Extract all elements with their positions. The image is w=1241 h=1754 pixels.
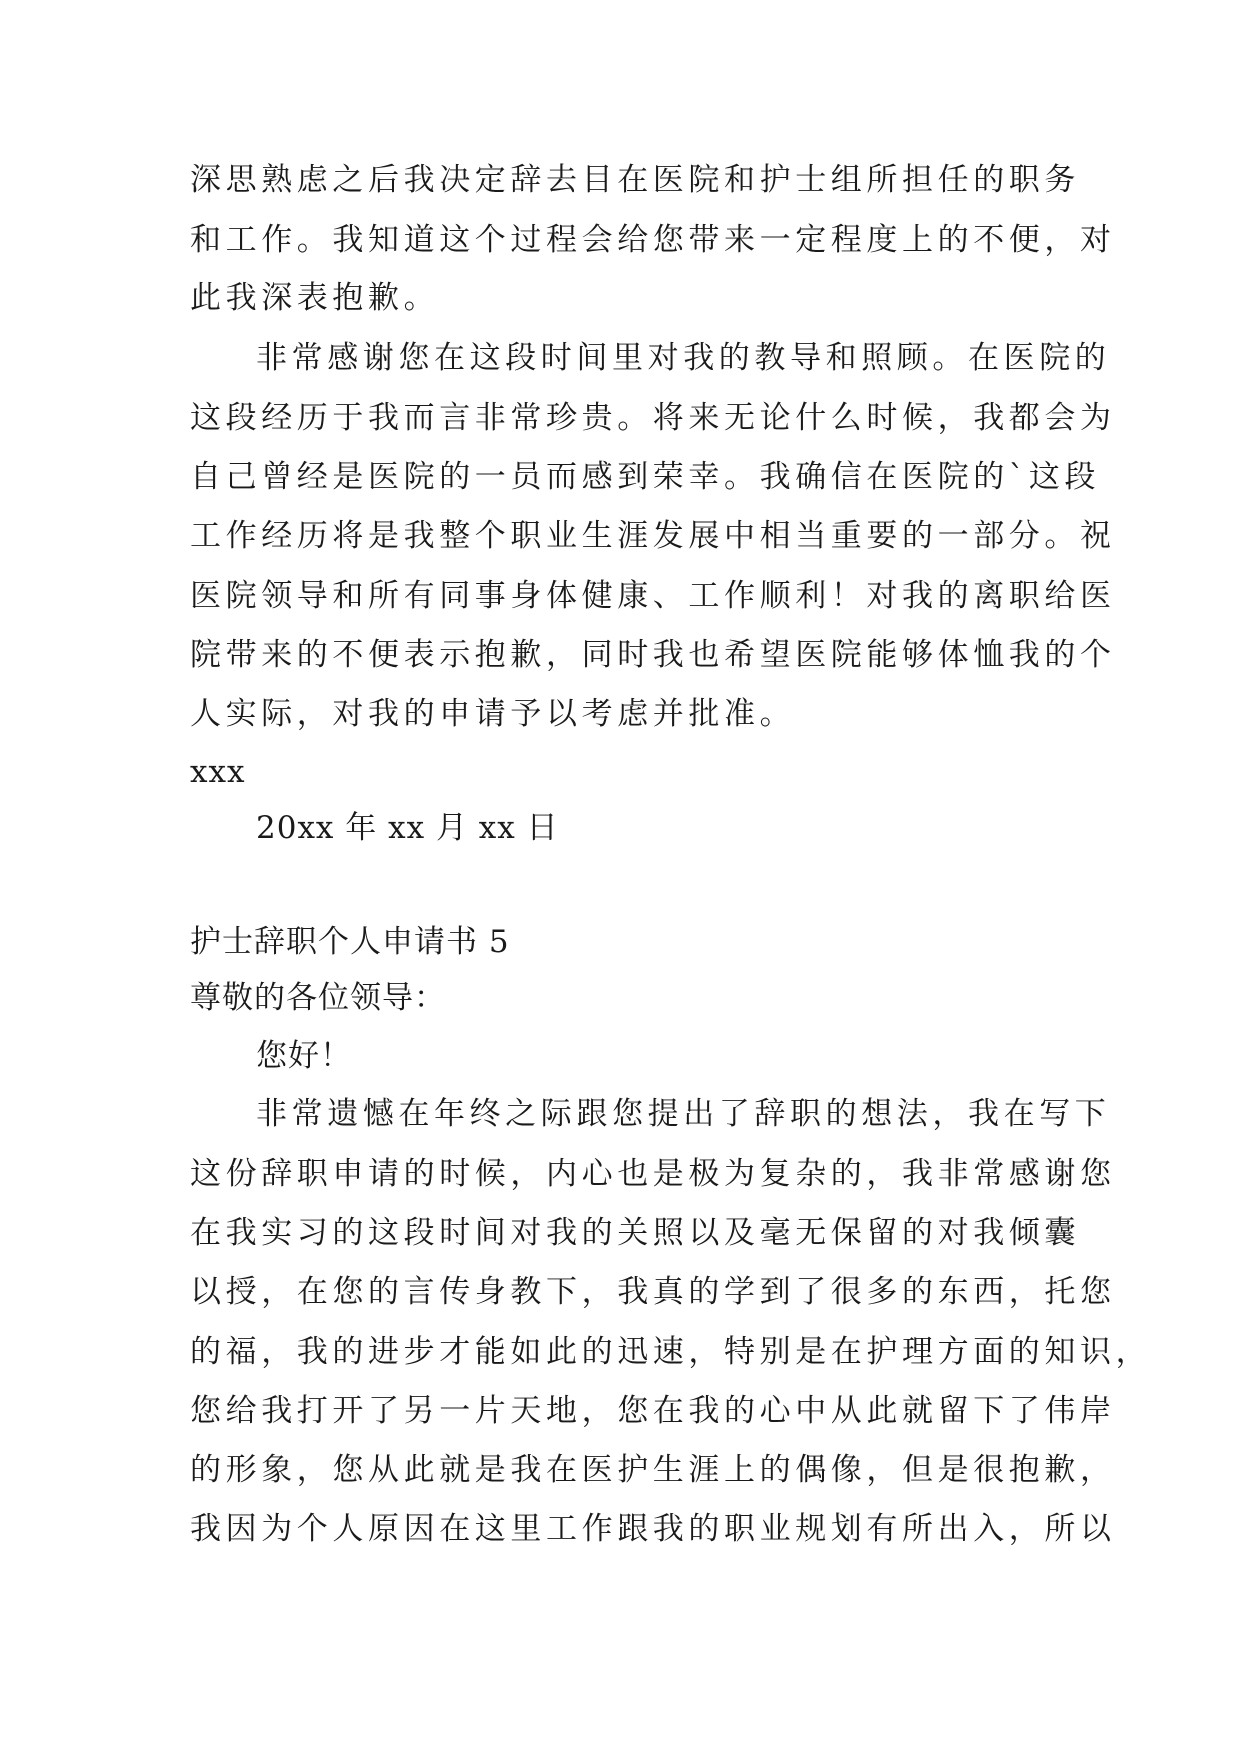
paragraph-line: 这份辞职申请的时候，内心也是极为复杂的，我非常感谢您 [190,1156,1116,1192]
paragraph-line: 在我实习的这段时间对我的关照以及毫无保留的对我倾囊 [190,1215,1080,1251]
paragraph-line: 深思熟虑之后我决定辞去目在医院和护士组所担任的职务 [190,162,1080,198]
paragraph-line: 这段经历于我而言非常珍贵。将来无论什么时候，我都会为 [190,400,1116,436]
paragraph-line: 的福，我的进步才能如此的迅速，特别是在护理方面的知识， [190,1334,1152,1370]
paragraph-line: 自己曾经是医院的一员而感到荣幸。我确信在医院的`这段 [190,459,1101,495]
letter-greeting: 您好！ [256,1038,352,1074]
paragraph-line: 非常遗憾在年终之际跟您提出了辞职的想法，我在写下 [256,1096,1111,1132]
paragraph-line: 以授，在您的言传身教下，我真的学到了很多的东西，托您 [190,1274,1116,1310]
letter-salutation: 尊敬的各位领导： [190,980,446,1016]
paragraph-line: 工作经历将是我整个职业生涯发展中相当重要的一部分。祝 [190,518,1116,554]
paragraph-line: 您给我打开了另一片天地，您在我的心中从此就留下了伟岸 [190,1393,1116,1429]
letter-title: 护士辞职个人申请书 5 [190,924,510,960]
paragraph-line: 院带来的不便表示抱歉，同时我也希望医院能够体恤我的个 [190,637,1116,673]
paragraph-line: 人实际，对我的申请予以考虑并批准。 [190,696,796,732]
paragraph-line: 此我深表抱歉。 [190,280,440,316]
paragraph-line: 我因为个人原因在这里工作跟我的职业规划有所出入，所以 [190,1511,1116,1547]
signature-date: 20xx 年 xx 月 xx 日 [256,810,559,846]
paragraph-line: 非常感谢您在这段时间里对我的教导和照顾。在医院的 [256,340,1111,376]
paragraph-line: 和工作。我知道这个过程会给您带来一定程度上的不便，对 [190,222,1116,258]
paragraph-line: 的形象，您从此就是我在医护生涯上的偶像，但是很抱歉， [190,1452,1116,1488]
signature-name: xxx [190,754,246,790]
paragraph-line: 医院领导和所有同事身体健康、工作顺利！对我的离职给医 [190,578,1116,614]
